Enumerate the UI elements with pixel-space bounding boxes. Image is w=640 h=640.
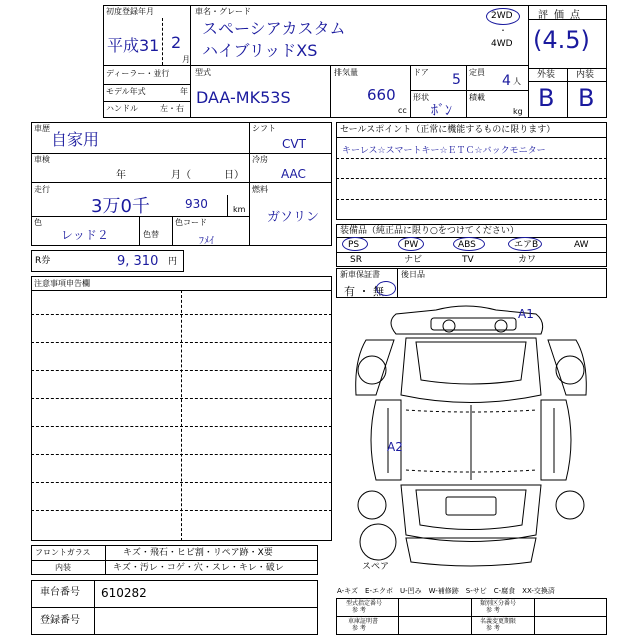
left-mid-vline [249, 122, 250, 246]
displacement-value: 660 [367, 86, 396, 104]
car-name-label: 車名・グレード [195, 7, 251, 16]
equipment-label: 装備品（純正品に限り○をつけてください） [340, 226, 519, 236]
equip-pw: PW [404, 240, 419, 250]
chassis-label: 車台番号 [40, 587, 80, 598]
notes-dash-8 [31, 510, 332, 511]
notes-label: 注意事項申告欄 [34, 279, 90, 288]
interior-grade: B [578, 84, 595, 112]
shift-value: CVT [282, 137, 306, 151]
color-code-label: 色コード [175, 218, 207, 227]
doors-label: ドア [413, 68, 429, 77]
sales-dash-1 [336, 158, 607, 159]
condition-mid-line [31, 560, 318, 561]
capacity-value: 4 [502, 73, 511, 89]
windshield-label: フロントガラス [35, 548, 91, 557]
equip-line-2 [336, 252, 607, 253]
left-line-2 [31, 182, 249, 183]
ref2-label: 類別区分番号 [480, 600, 517, 607]
interior-label: 内装 [576, 70, 595, 80]
after-label: 後日品 [401, 270, 425, 279]
color-vline-2 [172, 216, 173, 246]
capacity-unit: 人 [513, 77, 521, 86]
first-reg-label: 初度登録年月 [106, 7, 154, 16]
ref3-label: 車庫証明書 [348, 618, 379, 625]
sales-dash-3 [336, 199, 607, 200]
row2-line3 [410, 90, 528, 91]
usage-value: 自家用 [51, 130, 100, 149]
ac-value: AAC [281, 167, 306, 181]
chassis-vline [94, 580, 95, 635]
warranty-label: 新車保証書 [340, 270, 380, 279]
reg-month: 2 [171, 33, 182, 52]
handle-value: 左・右 [160, 104, 184, 113]
equip-leather: カワ [518, 255, 537, 265]
color-label: 色 [34, 218, 42, 227]
ref-vline-1 [398, 598, 399, 635]
ref-vline-2 [471, 598, 472, 635]
warranty-value: 有 ・ 無 [344, 285, 384, 298]
color-vline-1 [139, 216, 140, 246]
row2-line2 [103, 101, 191, 102]
condition-vline [105, 545, 106, 575]
grade-vline [567, 68, 568, 118]
handle-label: ハンドル [106, 104, 138, 113]
equip-abs: ABS [458, 240, 476, 250]
equip-navi: ナビ [404, 255, 423, 265]
interior-cond-text: キズ・汚レ・コゲ・穴・スレ・キレ・破レ [113, 563, 284, 573]
notes-dash-v [181, 290, 182, 541]
drive-2wd-circle [486, 8, 520, 25]
notes-dash-7 [31, 482, 332, 483]
equip-tv: TV [462, 255, 474, 265]
header-dash-1 [162, 18, 163, 65]
fuel-label: 燃料 [252, 185, 268, 194]
inspection-label: 車検 [34, 155, 50, 164]
mark-a1: A1 [518, 307, 534, 321]
notes-dash-5 [31, 426, 332, 427]
mileage-value: 3万0千 [91, 196, 150, 217]
sales-label: セールスポイント（正常に機能するものに限ります） [340, 125, 556, 135]
shift-label: シフト [252, 124, 276, 133]
chassis-mid-line [31, 607, 318, 608]
km-vline [227, 195, 228, 216]
color-value: レッド２ [61, 228, 109, 242]
ref2-sub: 参 考 [486, 607, 500, 614]
shape-label: 形状 [413, 93, 429, 102]
spare-label: スペア [362, 562, 390, 572]
header-vline-2 [528, 5, 529, 118]
month-unit: 月 [182, 55, 190, 64]
row2-vline-a [330, 65, 331, 118]
equip-ps: PS [348, 240, 360, 250]
row2-vline-c [466, 65, 467, 118]
mileage-label: 走行 [34, 185, 50, 194]
inspection-year: 年 [116, 170, 126, 181]
row2-line1 [103, 84, 191, 85]
windshield-text: キズ・飛石・ヒビ割・リペア跡・X要 [123, 548, 273, 558]
type-value: DAA-MK53S [196, 88, 291, 107]
ref1-label: 型式指定番号 [346, 600, 383, 607]
equip-aw: AW [574, 240, 589, 250]
mileage-unit: km [233, 205, 246, 214]
mid-line-2 [249, 182, 332, 183]
damage-legend: A-キズ E-エクボ U-凹み W-補修跡 S-サビ C-腐食 XX-交換済 [337, 587, 555, 595]
eval-divider [528, 19, 607, 20]
load-label: 積載 [469, 93, 485, 102]
exterior-label: 外装 [537, 70, 556, 80]
equip-abs-circle [453, 237, 485, 251]
sales-header-line [336, 137, 607, 138]
notes-dash-2 [31, 342, 332, 343]
sales-line1: キーレス☆スマートキー☆ＥＴＣ☆バックモニター [342, 146, 546, 156]
recycle-value: 9, 310 [117, 254, 159, 269]
car-diagram [336, 300, 607, 575]
header-divider [103, 65, 528, 66]
car-name-line1: スペーシアカスタム [202, 19, 346, 38]
equip-pw-circle [398, 237, 424, 251]
cc-unit: cc [398, 106, 407, 115]
recycle-box [31, 250, 184, 272]
color-code-value: ﾌﾒｲ [199, 236, 214, 247]
inspection-day: 日） [224, 170, 244, 181]
usage-label: 車歴 [34, 124, 50, 133]
model-year-label: モデル年式 [106, 87, 146, 96]
eval-score: (4.5) [533, 26, 590, 54]
ref3-sub: 参 考 [352, 625, 366, 632]
eval-label: 評価点 [538, 10, 586, 21]
notes-dash-6 [31, 454, 332, 455]
fuel-value: ガソリン [267, 210, 320, 225]
left-line-1 [31, 153, 249, 154]
recycle-label: R券 [35, 256, 51, 266]
mark-a2: A2 [387, 440, 403, 454]
capacity-label: 定員 [469, 68, 485, 77]
load-unit: kg [513, 107, 523, 116]
era-year: 平成31 [107, 36, 160, 55]
car-name-line2: ハイブリッドXS [202, 41, 318, 60]
color-change-label: 色替 [143, 230, 159, 239]
model-year-unit: 年 [180, 87, 188, 96]
mid-line-1 [249, 153, 332, 154]
equip-ps-circle [342, 237, 368, 251]
ac-label: 冷房 [252, 155, 268, 164]
equip-airbag-circle [508, 237, 542, 251]
exterior-grade: B [538, 84, 555, 112]
doors-value: 5 [452, 72, 461, 88]
ref-vline-3 [534, 598, 535, 635]
notes-dash-1 [31, 314, 332, 315]
notes-dash-4 [31, 398, 332, 399]
ref4-sub: 参 考 [486, 625, 500, 632]
chassis-value: 610282 [101, 586, 147, 600]
ref1-sub: 参 考 [352, 607, 366, 614]
drive-sep: ・ [499, 26, 507, 35]
notes-dash-3 [31, 370, 332, 371]
warranty-circle [376, 281, 396, 296]
equip-airbag: エアB [514, 240, 539, 250]
row2-vline-b [410, 65, 411, 118]
shape-value: ﾎﾞﾝ [431, 103, 452, 119]
mileage-sub: 930 [185, 197, 208, 211]
recycle-unit: 円 [168, 257, 178, 267]
equip-sr: SR [350, 255, 362, 265]
warranty-vline [397, 268, 398, 298]
drive-2wd: 2WD [491, 11, 513, 21]
regno-label: 登録番号 [40, 615, 80, 626]
sales-dash-2 [336, 178, 607, 179]
interior-cond-label: 内装 [55, 563, 71, 572]
dealer-label: ディーラー・並行 [106, 69, 170, 78]
type-label: 型式 [195, 68, 211, 77]
inspection-month: 月（ [171, 170, 191, 181]
ref4-label: 名義変更期限 [480, 618, 517, 625]
displacement-label: 排気量 [334, 68, 358, 77]
drive-4wd: 4WD [491, 39, 513, 49]
